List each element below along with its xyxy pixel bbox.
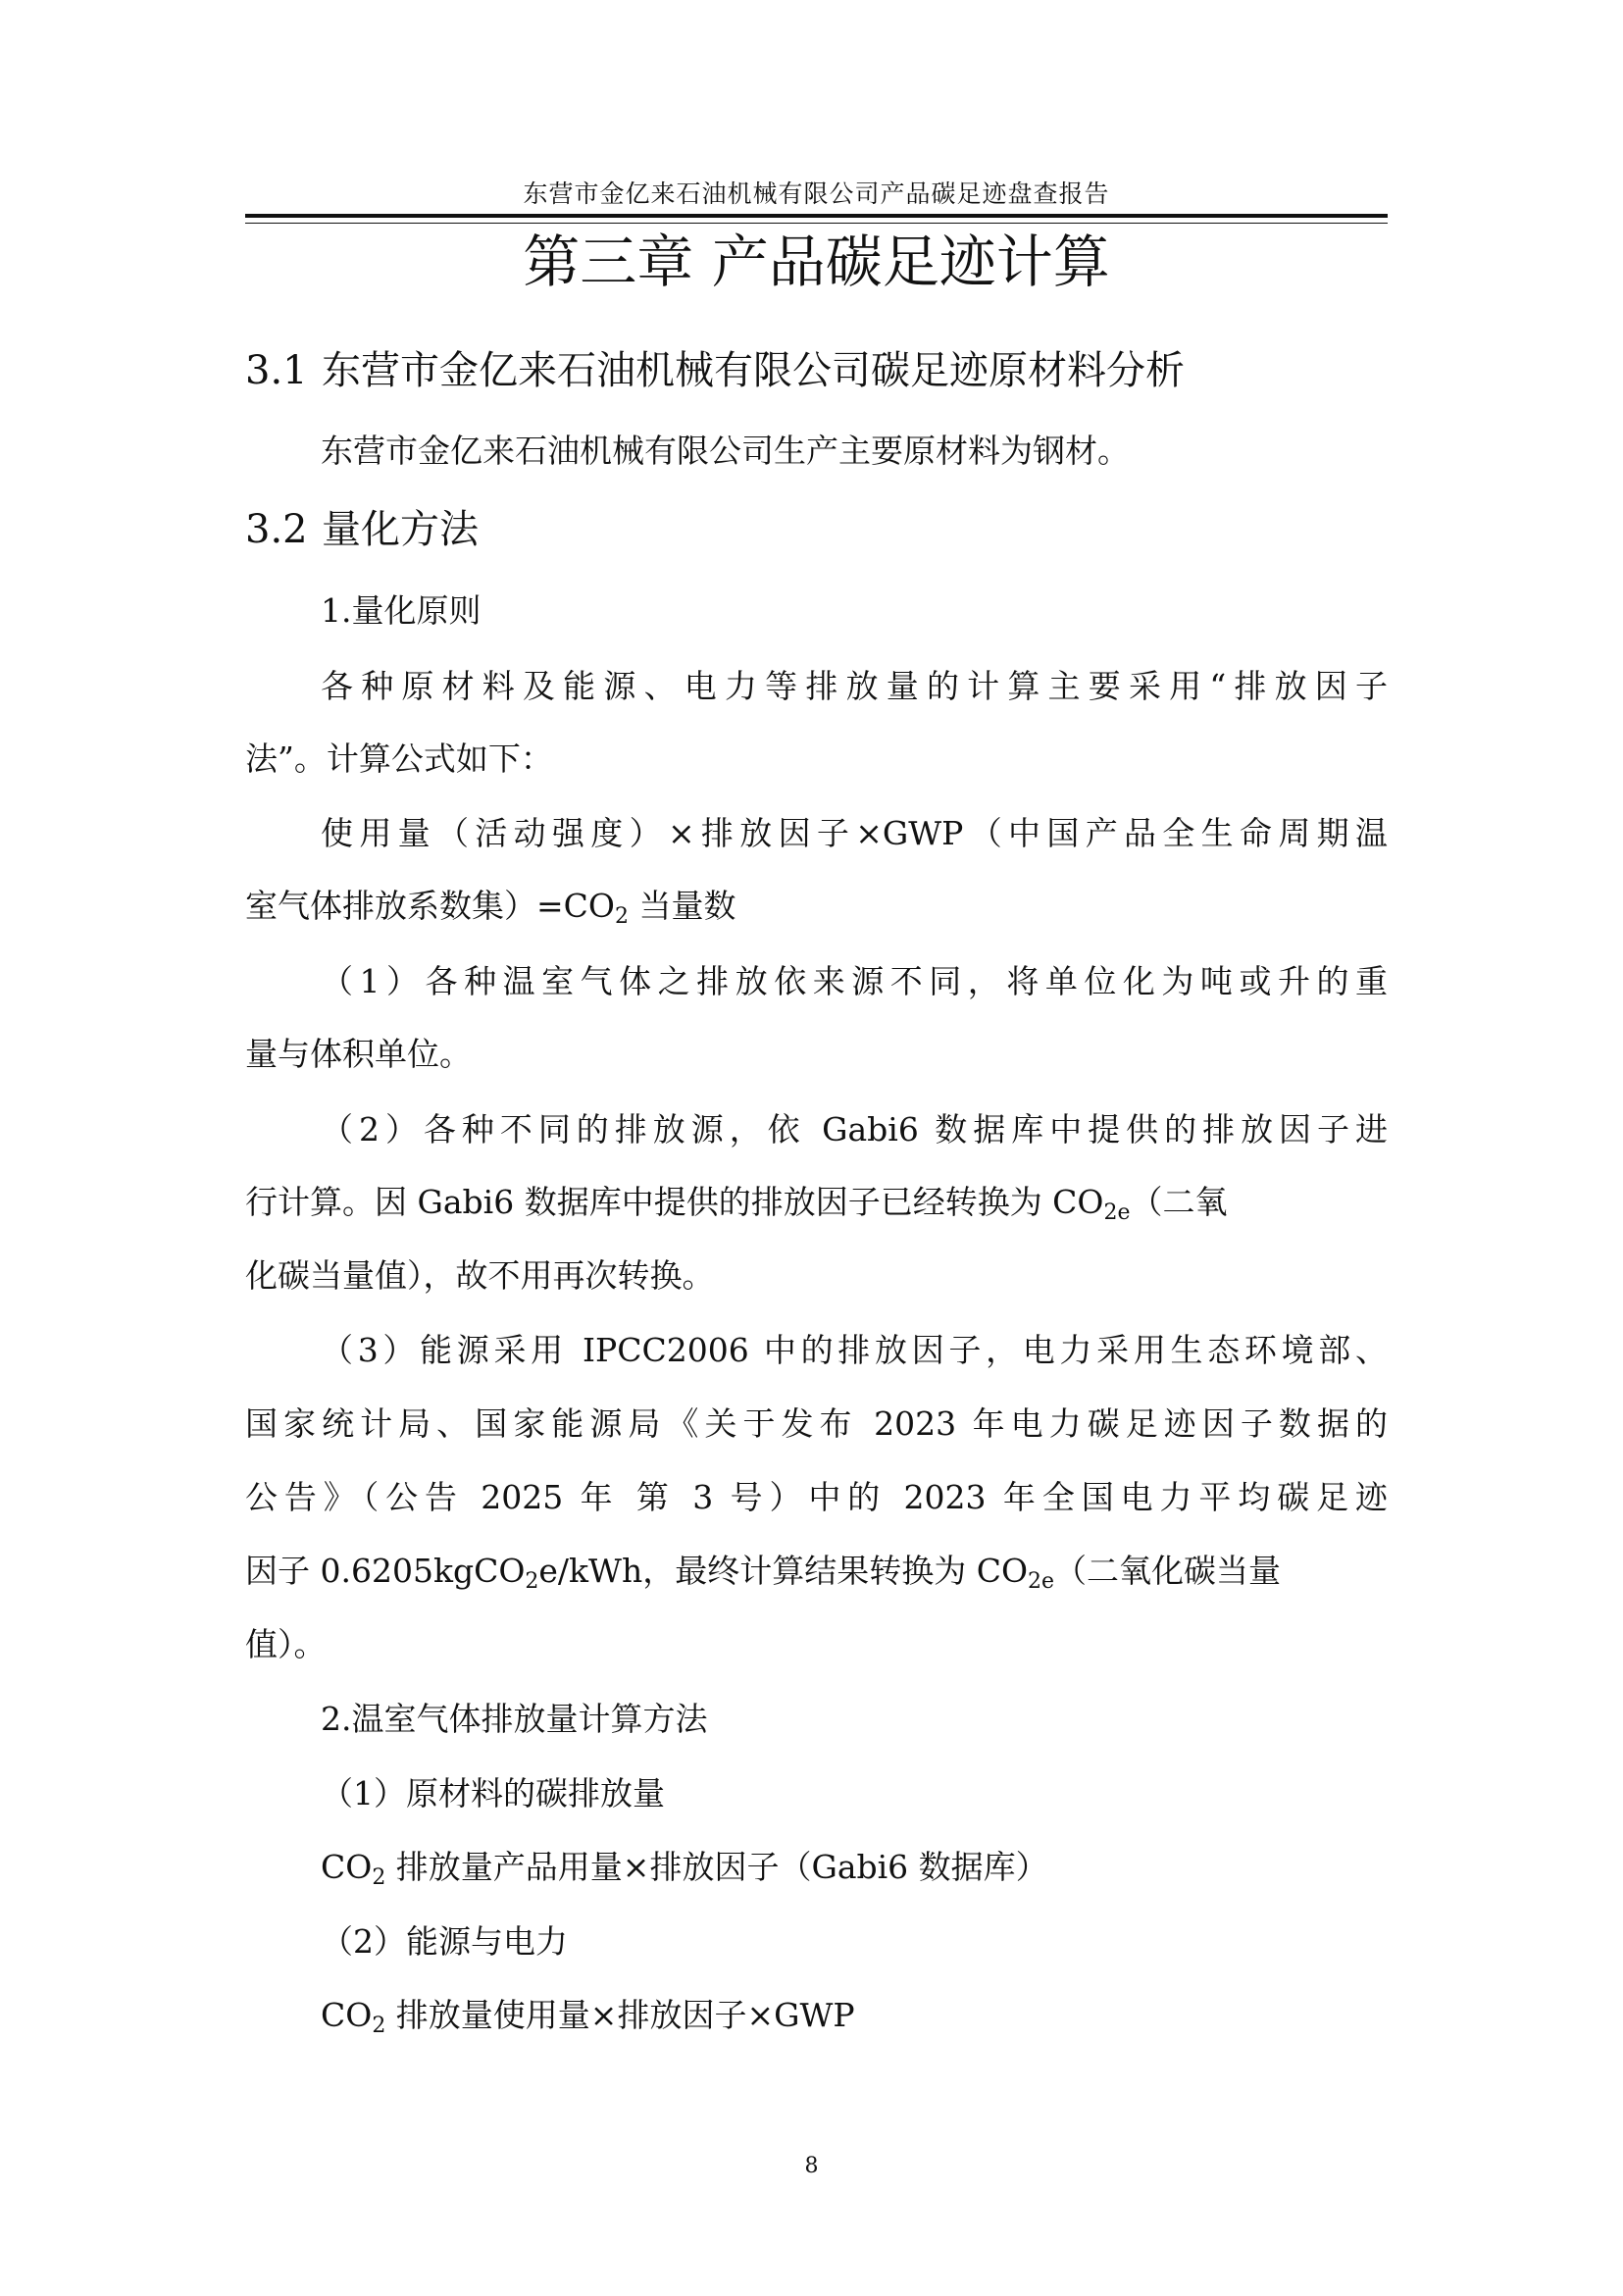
chapter-title: 第三章 产品碳足迹计算 [523,229,1110,295]
text-run: 室气体排放系数集）=CO [245,887,615,925]
subscript: 2 [372,1865,386,1890]
text-run: CO [321,1848,373,1886]
calc-formula [321,1846,1048,1889]
header-rule-thin [245,223,1388,224]
subheading-emission-calculation: 2.温室气体排放量计算方法 [321,1700,708,1738]
text-run: CO [321,1996,373,2034]
header-rule-thick [245,214,1388,218]
list-item-line: 值）。 [245,1625,327,1663]
subscript: 2e [1028,1569,1055,1594]
list-item-line: 公告》（公告 2025 年 第 3 号）中的 2023 年全国电力平均碳足迹 [245,1478,1388,1516]
list-item-line: （3）能源采用 IPCC2006 中的排放因子，电力采用生态环境部、 [321,1331,1388,1369]
paragraph-line: 各种原材料及能源、电力等排放量的计算主要采用“排放因子 [321,667,1388,705]
subscript: 2 [372,2014,386,2038]
section-number: 3.2 [245,507,308,552]
section-3-1-heading [245,345,1185,396]
formula-line [245,885,735,928]
subscript: 2e [1103,1200,1131,1225]
formula-line: 使用量（活动强度）×排放因子×GWP（中国产品全生命周期温 [321,814,1388,852]
running-header: 东营市金亿来石油机械有限公司产品碳足迹盘查报告 [523,179,1110,208]
section-number: 3.1 [245,348,308,393]
list-item-line: 国家统计局、国家能源局《关于发布 2023 年电力碳足迹因子数据的 [245,1404,1388,1443]
list-item-line [245,1550,1281,1593]
subheading-quantification-principle: 1.量化原则 [321,591,482,630]
section-3-1-body: 东营市金亿来石油机械有限公司生产主要原材料为钢材。 [321,432,1130,470]
subscript: 2 [525,1569,539,1594]
calc-item-title: （1）原材料的碳排放量 [321,1774,665,1812]
section-title: 量化方法 [322,507,479,552]
text-run: （二氧 [1130,1183,1228,1221]
page-number: 8 [804,2154,819,2178]
text-run: 排放量产品用量×排放因子（Gabi6 数据库） [385,1848,1048,1886]
text-run: 当量数 [628,887,736,925]
subscript: 2 [614,904,629,929]
section-title: 东营市金亿来石油机械有限公司碳足迹原材料分析 [322,348,1185,393]
calc-item-title: （2）能源与电力 [321,1922,568,1961]
text-run: 排放量使用量×排放因子×GWP [385,1996,855,2034]
list-item-line: 量与体积单位。 [245,1035,472,1073]
text-run: 因子 0.6205kgCO [245,1552,526,1590]
section-3-2-heading [245,504,479,555]
paragraph-line: 法”。计算公式如下： [245,740,553,778]
list-item-line [245,1181,1228,1224]
text-run: （二氧化碳当量 [1054,1552,1282,1590]
list-item-line: （2）各种不同的排放源，依 Gabi6 数据库中提供的排放因子进 [321,1110,1388,1148]
list-item-line: 化碳当量值），故不用再次转换。 [245,1256,715,1295]
text-run: e/kWh，最终计算结果转换为 CO [538,1552,1028,1590]
calc-formula [321,1994,855,2037]
text-run: 行计算。因 Gabi6 数据库中提供的排放因子已经转换为 CO [245,1183,1104,1221]
list-item-line: （1）各种温室气体之排放依来源不同，将单位化为吨或升的重 [321,962,1388,1000]
